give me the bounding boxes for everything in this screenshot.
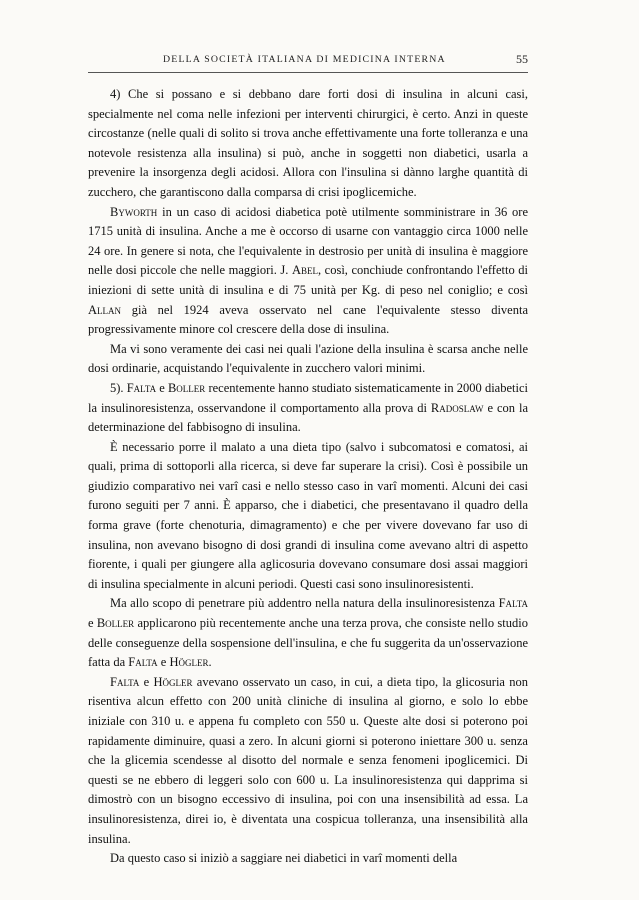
paragraph-byworth-text-1: in un caso di acidosi diabetica potè utilmente somministrare in 36 ore 1715 unità di insulina. Anche a me è occorso di usarne con vantaggio circa 1000 nelle 24 ore. In genere si nota, che l'equivalente in destrosio per unità di insulina è maggiore nelle dosi piccole che nelle maggiori. J. [88,204,528,278]
page-number: 55 [516,52,528,66]
paragraph-5-text-1: e [156,380,168,395]
paragraph-falta-hogler-text-1: e [139,674,154,689]
paragraph-byworth [88,203,528,340]
author-hogler: Högler [169,655,209,670]
paragraph-da-questo-caso-text: Da questo caso si iniziò a saggiare nei diabetici in varî momenti della [110,851,458,866]
paragraph-terza-prova-text-1: Ma allo scopo di penetrare più addentro nella natura della insulinoresistenza [110,596,499,611]
paragraph-falta-hogler [88,673,528,849]
paragraph-4-text: 4) Che si possano e si debbano dare forti dosi di insulina in alcuni casi, specialmente nel coma nelle infezioni per interventi chirurgici, è certo. Anzi in queste circostanze (nelle quali di solito si trova anche effettivamente una forte tolleranza e una notevole resistenza alla insulina) si può, anche in soggetti non diabetici, usarla a prevenire la insorgenza degli acidosi. Allora con l'insulina si dànno larghe quantità di zucchero, che garantiscono dalla comparsa di crisi ipoglicemiche. [88,87,528,199]
paragraph-terza-prova-text-3: applicarono più recentemente anche una terza prova, che consiste nello studio delle conseguenze della sospensione dell'insulina, e che fu suggerita da un'osservazione fatta da [88,616,528,670]
paragraph-byworth-text-2: , così, conchiude confrontando l'effetto di iniezioni di sette unità di insulina e di 75 unità per Kg. di peso nel coniglio; e così [88,263,528,297]
author-falta: Falta [128,655,158,670]
paragraph-falta-hogler-text-2: avevano osservato un caso, in cui, a dieta tipo, la glicosuria non risentiva alcun effetto con 200 unità cliniche di insulina al giorno, e solo lo ebbe iniziale con 310 u. e appena fu completo con 550 u. Queste alte dosi si poterono poi rapidamente diminuire, quasi a zero. In alcuni giorni si poterono iniettare 300 u. senza che la glicemia scendesse al disotto del normale e senza fenomeni ipoglicemici. Di questi se ne ebbero di leggeri solo con 600 u. La insulinoresistenza qui dapprima si dimostrò con un bisogno eccessivo di insulina, poi con una insensibilità ad essa. La insulinoresistenza, direi io, è diventata una cospicua tolleranza, una insensibilità alla insulina. [88,674,528,846]
author-radoslaw: Radoslaw [430,400,484,415]
paragraph-terza-prova-text-4: e [157,655,170,670]
author-abel: Abel [291,263,318,278]
paragraph-5 [88,379,528,438]
author-falta: Falta [110,674,140,689]
paragraph-4 [88,85,528,203]
page-header [88,50,528,72]
author-boller: Boller [167,380,206,395]
header-rule [88,72,528,73]
author-hogler: Högler [153,674,193,689]
paragraph-5-text-3: e con la determinazione del fabbisogno di insulina. [88,400,528,435]
paragraph-dieta [88,438,528,595]
paragraph-5-text-0: 5). [110,380,127,395]
paragraph-5-text-2: recentemente hanno studiato sistematicamente in 2000 diabetici la insulinoresistenza, osservandone il comportamento alla prova di [88,380,528,415]
paragraph-dieta-text: È necessario porre il malato a una dieta tipo (salvo i subcomatosi e comatosi, ai quali, prima di sottoporli alla ricerca, si deve far superare la crisi). Così è possibile un giudizio comparativo nei varî casi e nello stesso caso in varî momenti. Alcuni dei casi furono seguiti per 7 anni. È apparso, che i diabetici, che presentavano il quadro della forma grave (forte chenoturia, dimagramento) e che per vivere dovevano far uso di insulina, non avevano bisogno di dosi grandi di insulina come avevano altri di aspetto fiorente, i quali per giungere alla aglicosuria dovevano consumare dosi assai maggiori di insulina specialmente in alcuni periodi. Questi casi sono insulinoresistenti. [88,439,528,591]
paragraph-da-questo-caso [88,849,528,869]
running-head: DELLA SOCIETÀ ITALIANA DI MEDICINA INTERNA [163,54,446,65]
author-falta: Falta [126,380,157,395]
author-falta: Falta [498,596,528,611]
paragraph-byworth-text-3: già nel 1924 aveva osservato nel cane l'equivalente stesso diventa progressivamente minore col crescere della dose di insulina. [88,302,528,337]
author-allan: Allan [88,302,122,317]
paragraph-scarsa-text: Ma vi sono veramente dei casi nei quali l'azione della insulina è scarsa anche nelle dosi ordinarie, acquistando l'equivalente in zucchero valori minimi. [88,341,528,376]
paragraph-terza-prova-text-5: . [208,655,212,670]
author-byworth: Byworth [110,204,158,219]
paragraph-terza-prova-text-2: e [88,616,97,631]
paragraph-scarsa [88,340,528,379]
body-text [88,85,528,869]
paragraph-terza-prova [88,594,528,672]
author-boller: Boller [96,616,135,631]
